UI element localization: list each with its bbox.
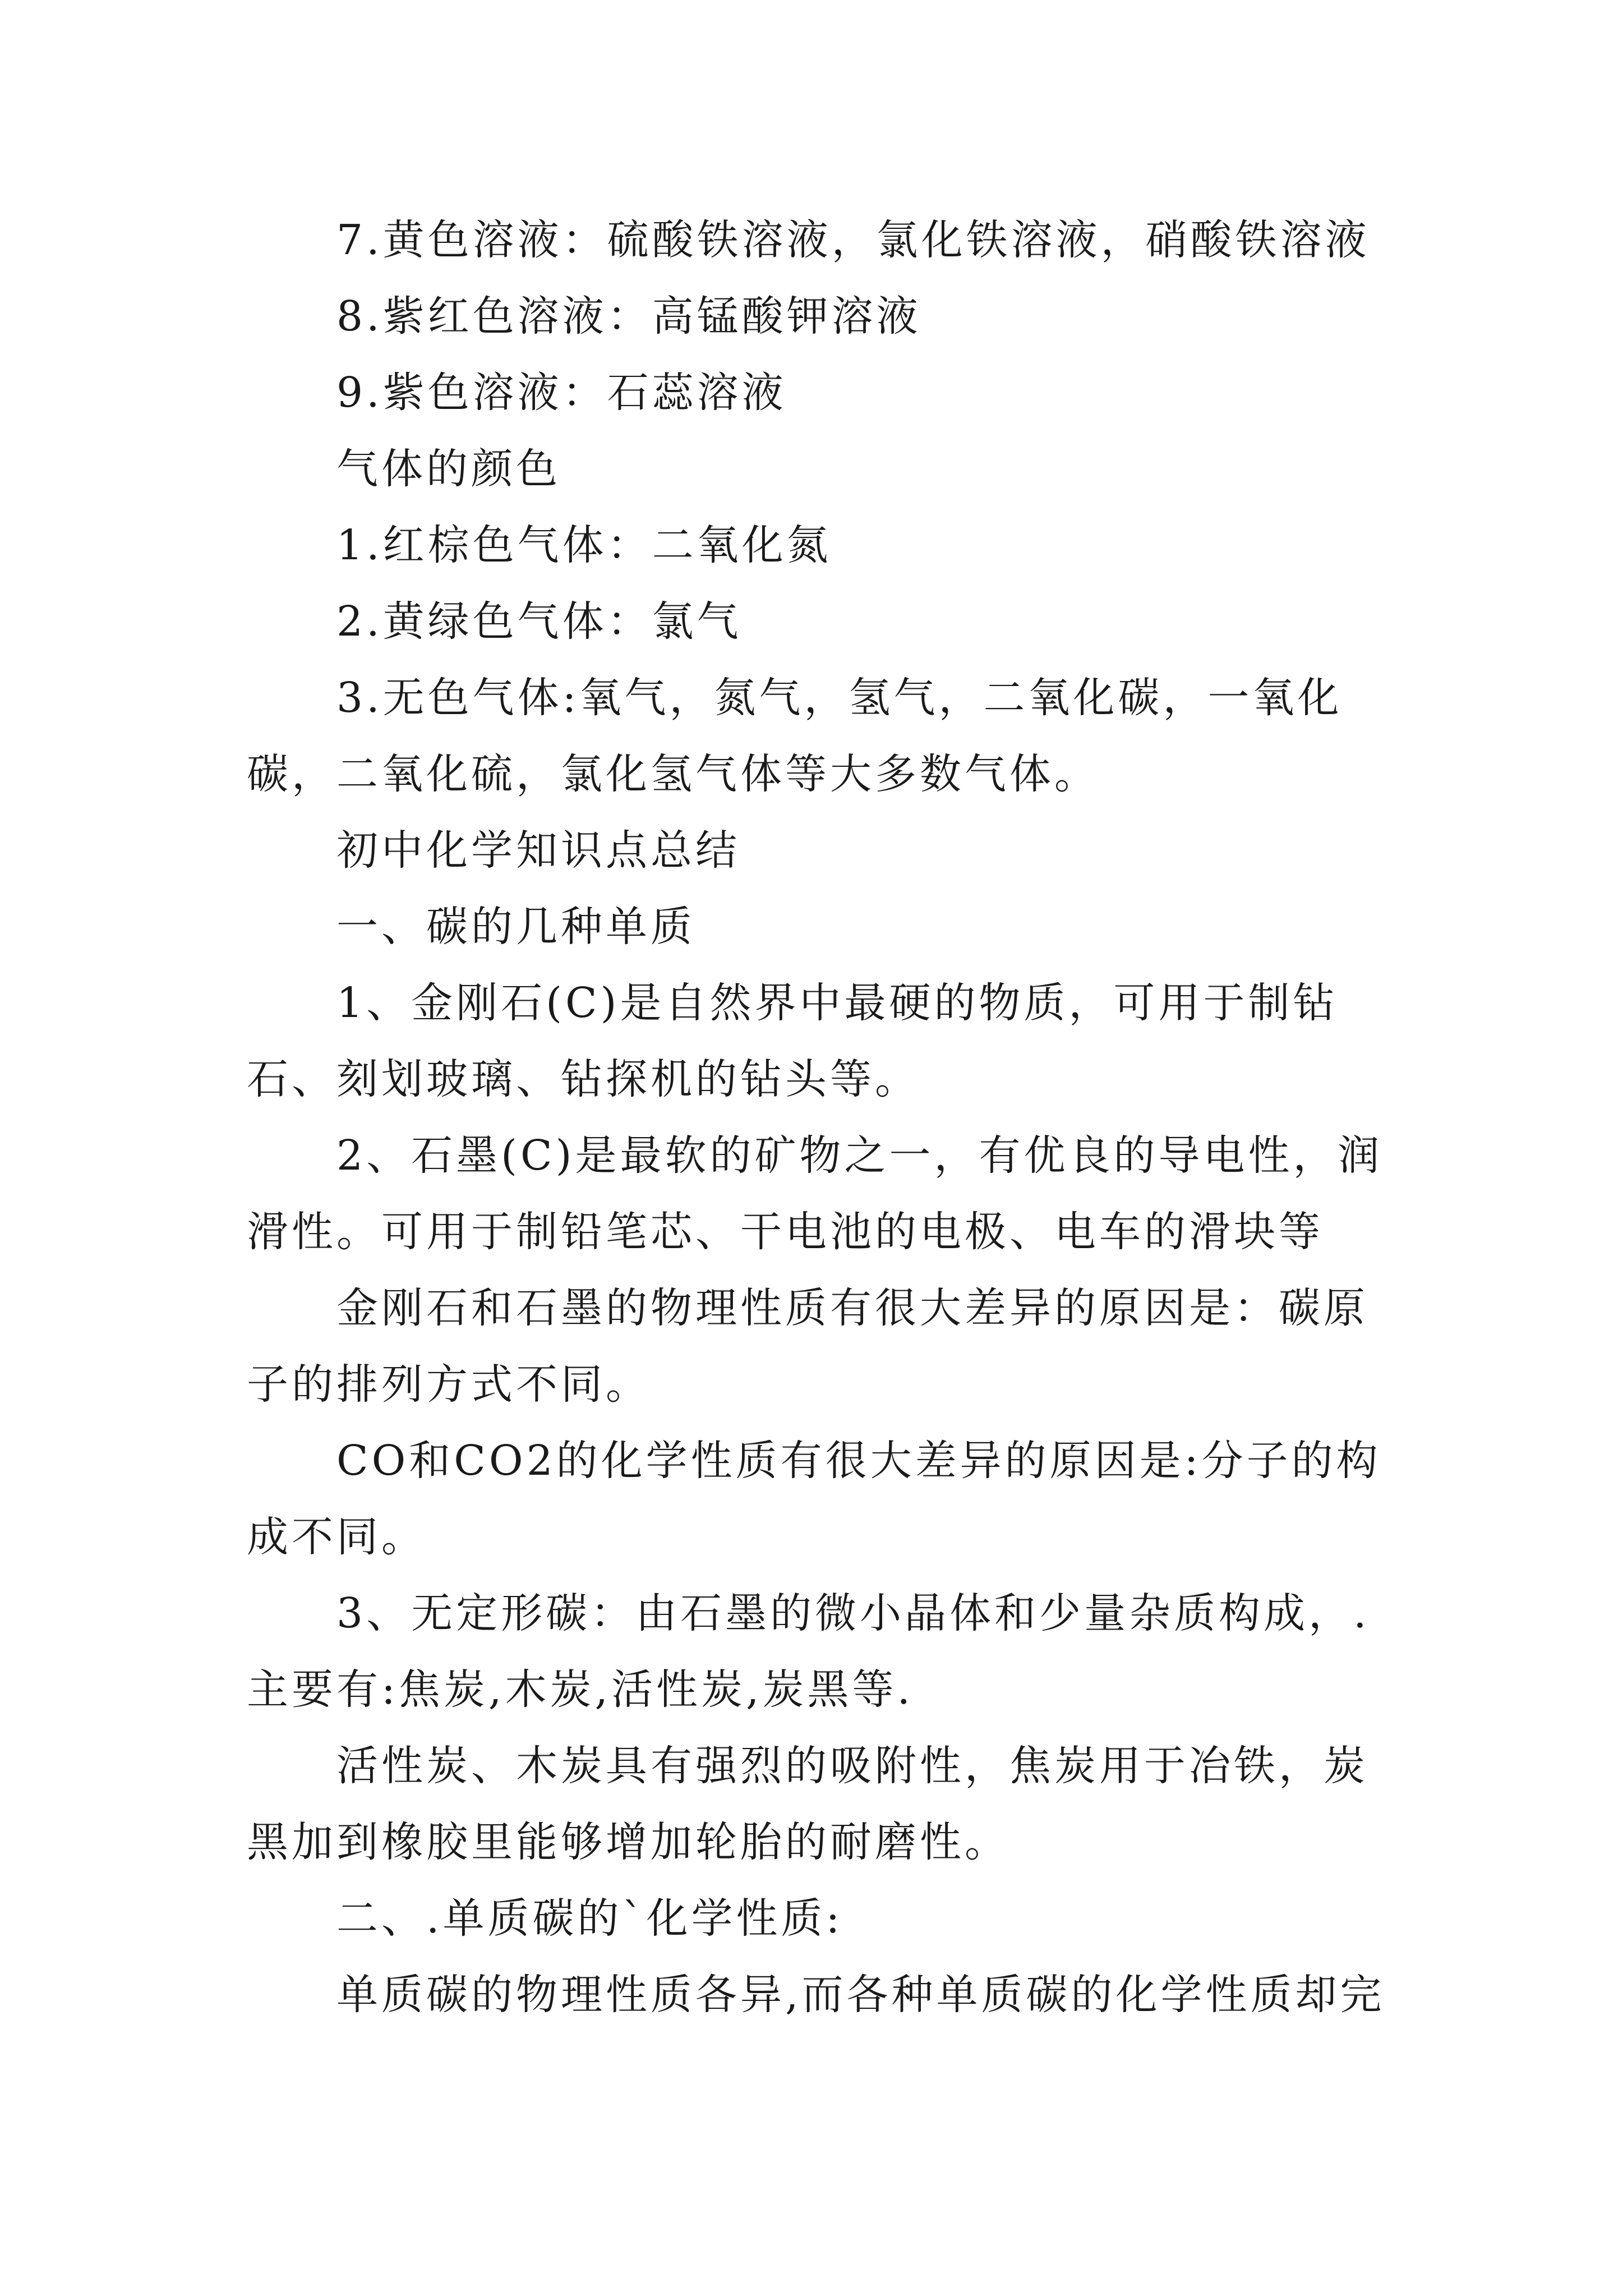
paragraph-red-brown-gas: 1.红棕色气体：二氧化氮 xyxy=(336,521,832,569)
heading-carbon-chemical-properties: 二、.单质碳的`化学性质: xyxy=(336,1894,843,1943)
heading-gas-colors: 气体的颜色 xyxy=(336,445,561,493)
heading-carbon-allotropes: 一、碳的几种单质 xyxy=(336,903,695,951)
paragraph-purple-red-solution: 8.紫红色溶液：高锰酸钾溶液 xyxy=(336,292,921,341)
paragraph-activated-carbon: 活性炭、木炭具有强烈的吸附性，焦炭用于冶铁，炭黑加到橡胶里能够增加轮胎的耐磨性。 xyxy=(247,1742,1368,1866)
paragraph-amorphous-carbon: 3、无定形碳：由石墨的微小晶体和少量杂质构成，.主要有:焦炭,木炭,活性炭,炭黑等. xyxy=(247,1589,1370,1714)
paragraph-colorless-gas: 3.无色气体:氧气，氮气，氢气，二氧化碳，一氧化碳，二氧化硫，氯化氢气体等大多数气体。 xyxy=(247,674,1343,798)
heading-chemistry-summary: 初中化学知识点总结 xyxy=(336,826,740,875)
paragraph-yellow-solution: 7.黄色溶液：硫酸铁溶液，氯化铁溶液，硝酸铁溶液 xyxy=(336,216,1370,264)
paragraph-yellow-green-gas: 2.黄绿色气体：氯气 xyxy=(336,597,742,646)
paragraph-carbon-properties: 单质碳的物理性质各异,而各种单质碳的化学性质却完 xyxy=(336,1971,1385,2019)
paragraph-diamond-graphite-difference: 金刚石和石墨的物理性质有很大差异的原因是：碳原子的排列方式不同。 xyxy=(247,1284,1368,1409)
paragraph-graphite: 2、石墨(C)是最软的矿物之一，有优良的导电性，润滑性。可用于制铅笔芯、干电池的电极、电车的滑块等 xyxy=(247,1131,1383,1256)
document-body xyxy=(247,202,1385,2033)
paragraph-purple-solution: 9.紫色溶液：石蕊溶液 xyxy=(336,369,787,417)
paragraph-diamond: 1、金刚石(C)是自然界中最硬的物质，可用于制钻石、刻划玻璃、钻探机的钻头等。 xyxy=(247,979,1338,1103)
paragraph-co-co2-difference: CO和CO2的化学性质有很大差异的原因是:分子的构成不同。 xyxy=(247,1437,1381,1561)
